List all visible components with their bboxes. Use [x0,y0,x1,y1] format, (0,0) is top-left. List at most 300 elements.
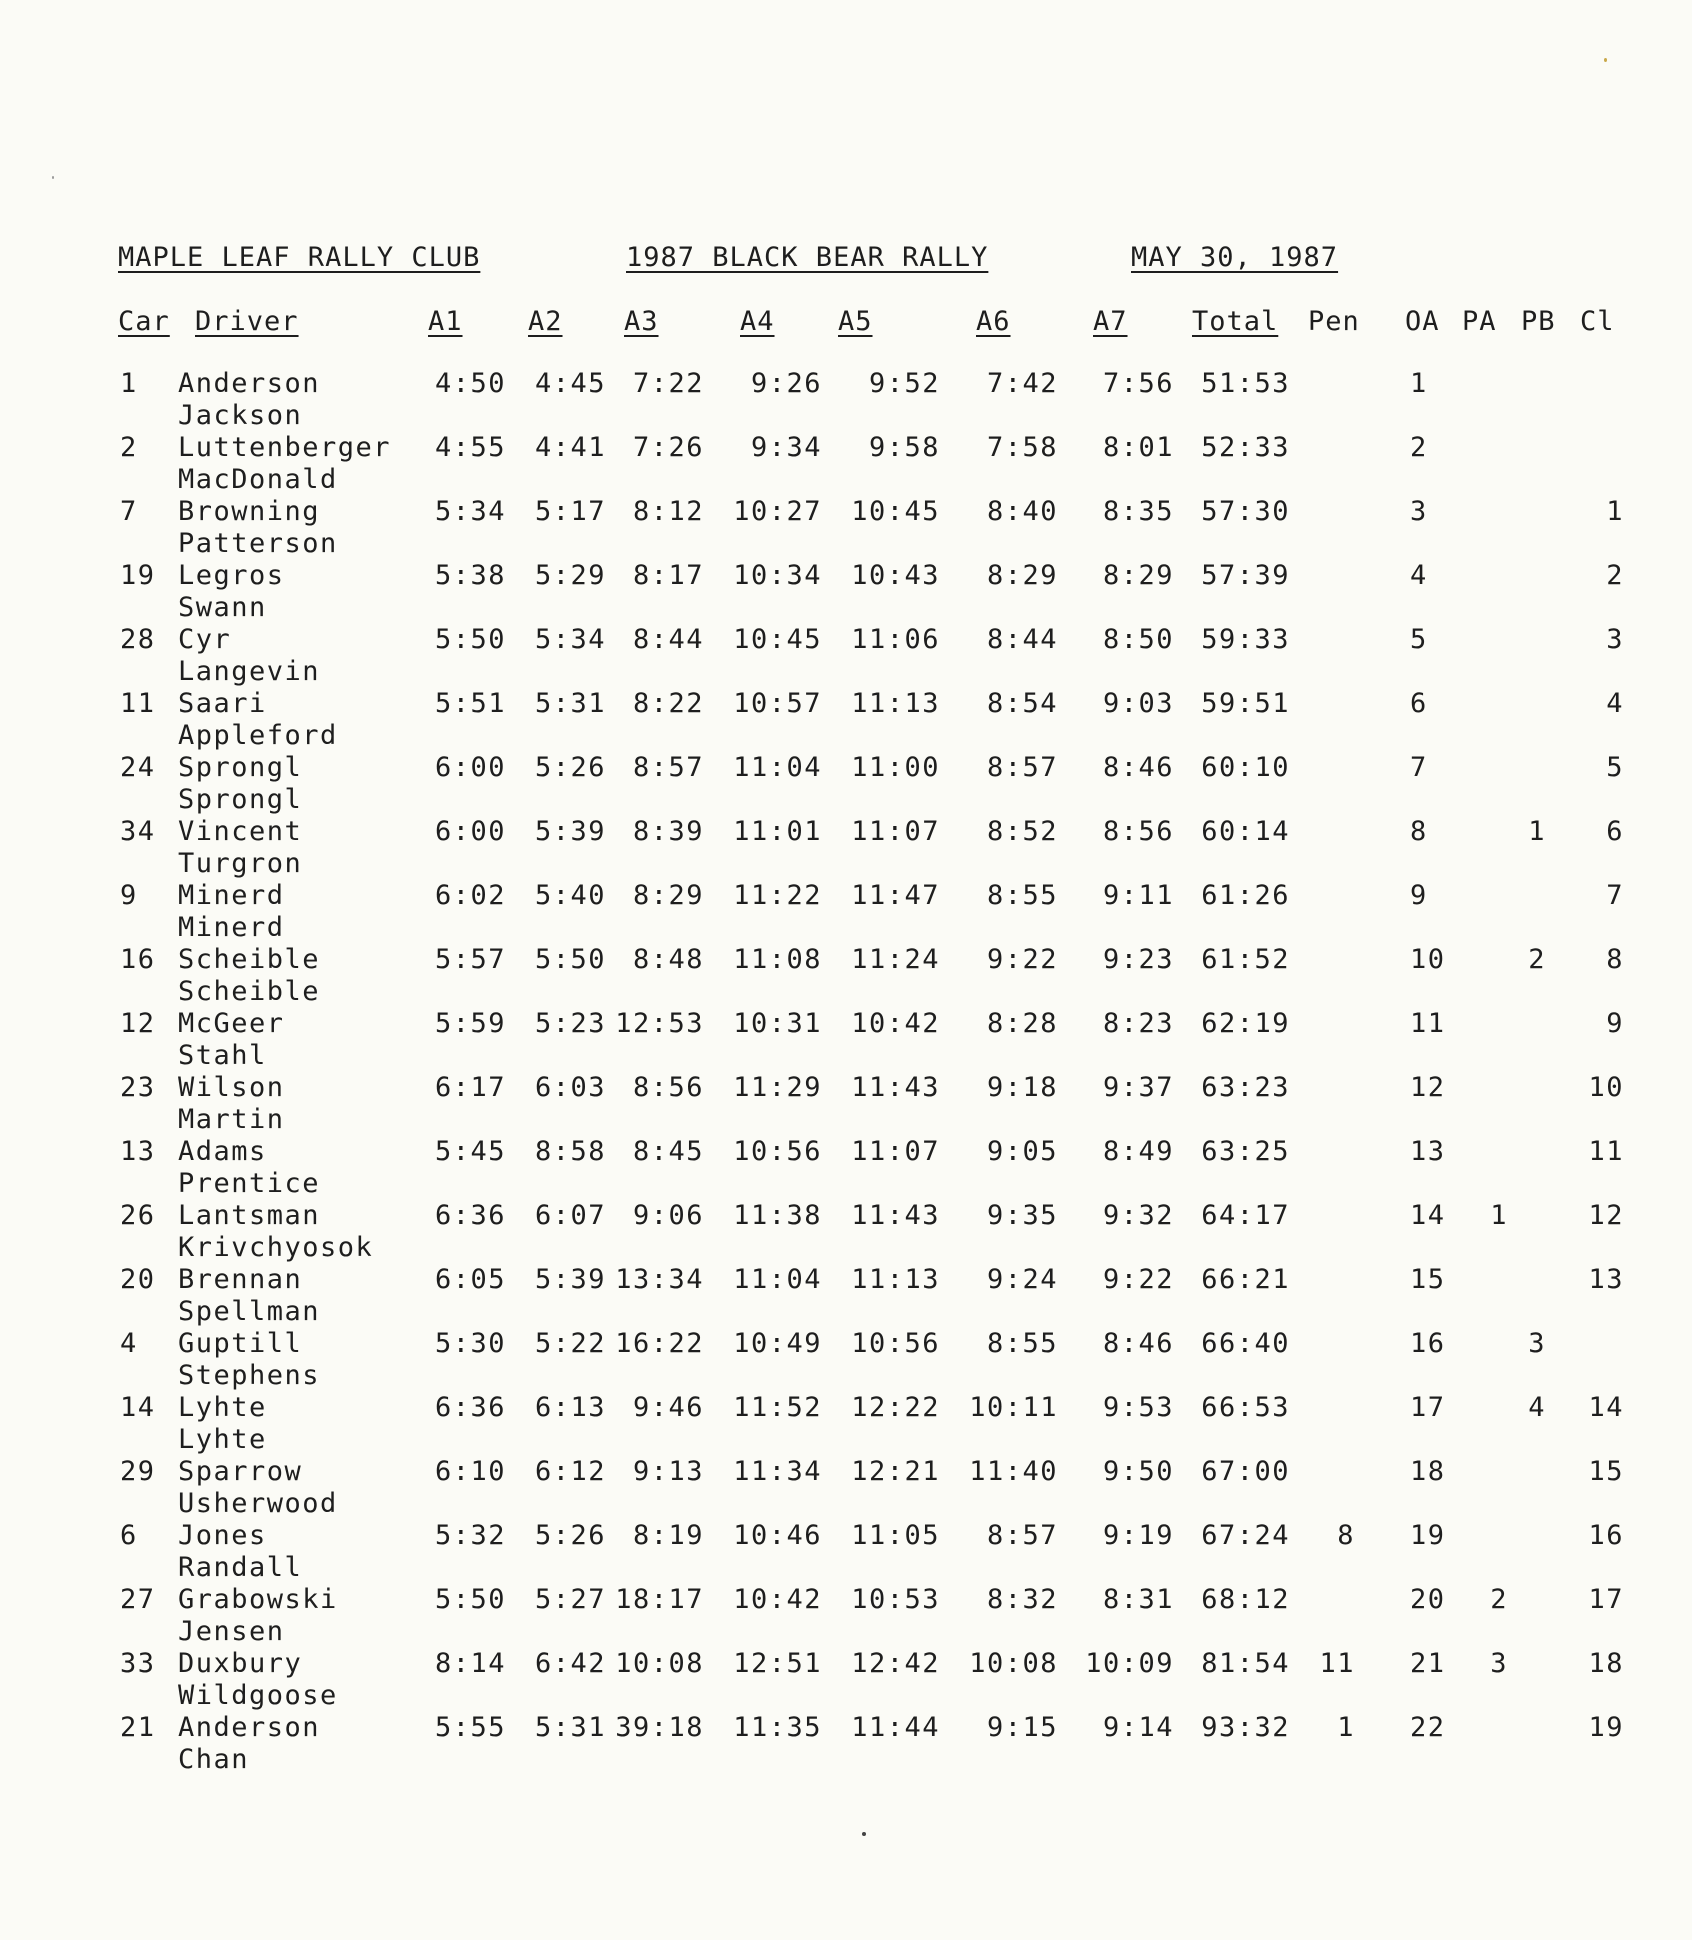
a1-time: 6:02 [434,880,506,911]
a6-time: 9:18 [986,1072,1058,1103]
codriver-name: Langevin [178,656,321,687]
col-a5: A5 [838,306,873,337]
a4-time: 9:26 [750,368,822,399]
paper-speck [1604,58,1607,62]
car-number: 24 [120,752,156,783]
pa-rank: 1 [1490,1200,1508,1231]
col-a3: A3 [624,306,659,337]
result-row [0,880,1692,944]
a4-time: 11:29 [733,1072,822,1103]
codriver-name: Martin [178,1104,285,1135]
a2-time: 5:17 [534,496,606,527]
overall-rank: 9 [1410,880,1428,911]
a6-time: 8:29 [986,560,1058,591]
class-rank: 8 [1606,944,1624,975]
a2-time: 5:34 [534,624,606,655]
class-rank: 12 [1588,1200,1624,1231]
a3-time: 9:46 [632,1392,704,1423]
car-number: 16 [120,944,156,975]
a6-time: 9:22 [986,944,1058,975]
a1-time: 5:55 [434,1712,506,1743]
a1-time: 4:50 [434,368,506,399]
class-rank: 15 [1588,1456,1624,1487]
a1-time: 5:30 [434,1328,506,1359]
car-number: 21 [120,1712,156,1743]
a7-time: 9:14 [1102,1712,1174,1743]
a3-time: 8:39 [632,816,704,847]
a5-time: 10:45 [851,496,940,527]
a3-time: 10:08 [615,1648,704,1679]
codriver-name: Krivchyosok [178,1232,374,1263]
a3-time: 18:17 [615,1584,704,1615]
a2-time: 6:12 [534,1456,606,1487]
codriver-name: Appleford [178,720,338,751]
a4-time: 11:35 [733,1712,822,1743]
overall-rank: 4 [1410,560,1428,591]
a5-time: 11:05 [851,1520,940,1551]
a2-time: 5:29 [534,560,606,591]
a7-time: 8:46 [1102,1328,1174,1359]
overall-rank: 8 [1410,816,1428,847]
driver-name: Anderson [178,368,321,399]
overall-rank: 2 [1410,432,1428,463]
a1-time: 5:32 [434,1520,506,1551]
total-time: 62:19 [1201,1008,1290,1039]
total-time: 61:26 [1201,880,1290,911]
a7-time: 9:22 [1102,1264,1174,1295]
col-a1: A1 [428,306,463,337]
a7-time: 10:09 [1085,1648,1174,1679]
a6-time: 8:28 [986,1008,1058,1039]
a7-time: 9:23 [1102,944,1174,975]
a5-time: 11:13 [851,688,940,719]
a3-time: 8:57 [632,752,704,783]
a1-time: 5:50 [434,624,506,655]
total-time: 66:21 [1201,1264,1290,1295]
total-time: 93:32 [1201,1712,1290,1743]
a7-time: 9:03 [1102,688,1174,719]
a5-time: 11:00 [851,752,940,783]
col-a4: A4 [740,306,775,337]
event-name: 1987 BLACK BEAR RALLY [626,242,989,273]
a2-time: 5:50 [534,944,606,975]
a7-time: 8:01 [1102,432,1174,463]
overall-rank: 14 [1410,1200,1446,1231]
a3-time: 8:12 [632,496,704,527]
pb-rank: 2 [1528,944,1546,975]
a7-time: 8:29 [1102,560,1174,591]
class-rank: 6 [1606,816,1624,847]
a5-time: 12:42 [851,1648,940,1679]
codriver-name: Sprongl [178,784,303,815]
a7-time: 8:56 [1102,816,1174,847]
result-row [0,624,1692,688]
a7-time: 9:53 [1102,1392,1174,1423]
a2-time: 4:45 [534,368,606,399]
overall-rank: 15 [1410,1264,1446,1295]
a6-time: 8:52 [986,816,1058,847]
overall-rank: 21 [1410,1648,1446,1679]
a1-time: 6:00 [434,752,506,783]
a4-time: 11:01 [733,816,822,847]
a1-time: 5:57 [434,944,506,975]
driver-name: Legros [178,560,285,591]
a2-time: 6:13 [534,1392,606,1423]
col-driver: Driver [195,306,299,337]
class-rank: 13 [1588,1264,1624,1295]
driver-name: Sparrow [178,1456,303,1487]
class-rank: 9 [1606,1008,1624,1039]
a2-time: 6:03 [534,1072,606,1103]
result-row [0,560,1692,624]
pa-rank: 2 [1490,1584,1508,1615]
paper-speck [862,1832,866,1836]
a1-time: 5:51 [434,688,506,719]
driver-name: Saari [178,688,267,719]
a2-time: 6:42 [534,1648,606,1679]
driver-name: Vincent [178,816,303,847]
car-number: 6 [120,1520,138,1551]
a7-time: 8:31 [1102,1584,1174,1615]
a3-time: 9:13 [632,1456,704,1487]
result-row [0,816,1692,880]
total-time: 60:10 [1201,752,1290,783]
a2-time: 5:31 [534,1712,606,1743]
pb-rank: 1 [1528,816,1546,847]
a5-time: 10:53 [851,1584,940,1615]
total-time: 63:25 [1201,1136,1290,1167]
a6-time: 8:55 [986,880,1058,911]
a5-time: 11:47 [851,880,940,911]
car-number: 26 [120,1200,156,1231]
total-time: 61:52 [1201,944,1290,975]
result-row [0,1072,1692,1136]
result-row [0,432,1692,496]
a2-time: 5:40 [534,880,606,911]
overall-rank: 11 [1410,1008,1446,1039]
class-rank: 19 [1588,1712,1624,1743]
a1-time: 8:14 [434,1648,506,1679]
car-number: 1 [120,368,138,399]
a1-time: 6:10 [434,1456,506,1487]
a4-time: 11:04 [733,1264,822,1295]
total-time: 59:51 [1201,688,1290,719]
codriver-name: Jackson [178,400,303,431]
club-name: MAPLE LEAF RALLY CLUB [118,242,481,273]
result-row [0,1392,1692,1456]
overall-rank: 5 [1410,624,1428,655]
col-a2: A2 [528,306,563,337]
a1-time: 5:45 [434,1136,506,1167]
driver-name: Grabowski [178,1584,338,1615]
a6-time: 8:40 [986,496,1058,527]
a7-time: 9:50 [1102,1456,1174,1487]
car-number: 19 [120,560,156,591]
total-time: 67:24 [1201,1520,1290,1551]
a5-time: 12:22 [851,1392,940,1423]
overall-rank: 20 [1410,1584,1446,1615]
car-number: 27 [120,1584,156,1615]
class-rank: 14 [1588,1392,1624,1423]
car-number: 28 [120,624,156,655]
overall-rank: 22 [1410,1712,1446,1743]
a3-time: 39:18 [615,1712,704,1743]
a1-time: 5:59 [434,1008,506,1039]
class-rank: 3 [1606,624,1624,655]
col-a7: A7 [1093,306,1128,337]
a7-time: 8:35 [1102,496,1174,527]
class-rank: 2 [1606,560,1624,591]
class-rank: 1 [1606,496,1624,527]
col-pa: PA [1462,306,1497,337]
total-time: 64:17 [1201,1200,1290,1231]
a3-time: 8:22 [632,688,704,719]
car-number: 23 [120,1072,156,1103]
class-rank: 10 [1588,1072,1624,1103]
a6-time: 8:44 [986,624,1058,655]
driver-name: Lyhte [178,1392,267,1423]
col-pen: Pen [1308,306,1360,337]
total-time: 52:33 [1201,432,1290,463]
a6-time: 8:54 [986,688,1058,719]
col-a6: A6 [976,306,1011,337]
codriver-name: Wildgoose [178,1680,338,1711]
total-time: 59:33 [1201,624,1290,655]
a5-time: 11:07 [851,1136,940,1167]
a2-time: 6:07 [534,1200,606,1231]
class-rank: 7 [1606,880,1624,911]
a1-time: 6:17 [434,1072,506,1103]
car-number: 20 [120,1264,156,1295]
event-date: MAY 30, 1987 [1131,242,1339,273]
codriver-name: Patterson [178,528,338,559]
driver-name: McGeer [178,1008,285,1039]
driver-name: Minerd [178,880,285,911]
result-row [0,1648,1692,1712]
a6-time: 7:58 [986,432,1058,463]
a7-time: 9:11 [1102,880,1174,911]
codriver-name: Spellman [178,1296,321,1327]
result-row [0,688,1692,752]
result-row [0,1136,1692,1200]
result-row [0,944,1692,1008]
result-row [0,496,1692,560]
a6-time: 11:40 [969,1456,1058,1487]
a4-time: 10:31 [733,1008,822,1039]
result-row [0,1584,1692,1648]
overall-rank: 3 [1410,496,1428,527]
total-time: 68:12 [1201,1584,1290,1615]
a4-time: 10:42 [733,1584,822,1615]
a4-time: 11:04 [733,752,822,783]
a4-time: 11:52 [733,1392,822,1423]
a2-time: 5:31 [534,688,606,719]
a5-time: 12:21 [851,1456,940,1487]
result-row [0,1200,1692,1264]
class-rank: 18 [1588,1648,1624,1679]
a6-time: 10:08 [969,1648,1058,1679]
class-rank: 16 [1588,1520,1624,1551]
a4-time: 11:38 [733,1200,822,1231]
class-rank: 5 [1606,752,1624,783]
a4-time: 10:57 [733,688,822,719]
driver-name: Sprongl [178,752,303,783]
codriver-name: Turgron [178,848,303,879]
a3-time: 8:48 [632,944,704,975]
a1-time: 6:05 [434,1264,506,1295]
a3-time: 8:56 [632,1072,704,1103]
result-row [0,1264,1692,1328]
a4-time: 10:56 [733,1136,822,1167]
codriver-name: Stephens [178,1360,321,1391]
a6-time: 7:42 [986,368,1058,399]
codriver-name: Minerd [178,912,285,943]
col-cl: Cl [1580,306,1615,337]
a5-time: 10:43 [851,560,940,591]
total-time: 63:23 [1201,1072,1290,1103]
a1-time: 5:50 [434,1584,506,1615]
a7-time: 8:50 [1102,624,1174,655]
total-time: 67:00 [1201,1456,1290,1487]
a4-time: 10:45 [733,624,822,655]
result-row [0,1008,1692,1072]
codriver-name: Swann [178,592,267,623]
a1-time: 4:55 [434,432,506,463]
result-row [0,1712,1692,1776]
a1-time: 6:36 [434,1392,506,1423]
a7-time: 8:46 [1102,752,1174,783]
codriver-name: Randall [178,1552,303,1583]
overall-rank: 16 [1410,1328,1446,1359]
driver-name: Adams [178,1136,267,1167]
a2-time: 5:27 [534,1584,606,1615]
total-time: 81:54 [1201,1648,1290,1679]
overall-rank: 19 [1410,1520,1446,1551]
overall-rank: 10 [1410,944,1446,975]
overall-rank: 17 [1410,1392,1446,1423]
pa-rank: 3 [1490,1648,1508,1679]
car-number: 11 [120,688,156,719]
a5-time: 11:06 [851,624,940,655]
a4-time: 11:34 [733,1456,822,1487]
a7-time: 9:37 [1102,1072,1174,1103]
a2-time: 5:39 [534,1264,606,1295]
a2-time: 8:58 [534,1136,606,1167]
total-time: 57:30 [1201,496,1290,527]
class-rank: 17 [1588,1584,1624,1615]
car-number: 34 [120,816,156,847]
a1-time: 6:00 [434,816,506,847]
car-number: 7 [120,496,138,527]
a3-time: 8:29 [632,880,704,911]
driver-name: Cyr [178,624,232,655]
a6-time: 9:24 [986,1264,1058,1295]
a3-time: 7:22 [632,368,704,399]
a4-time: 11:22 [733,880,822,911]
a5-time: 9:58 [868,432,940,463]
driver-name: Jones [178,1520,267,1551]
overall-rank: 7 [1410,752,1428,783]
result-row [0,1456,1692,1520]
a6-time: 9:05 [986,1136,1058,1167]
total-time: 66:53 [1201,1392,1290,1423]
a2-time: 5:26 [534,1520,606,1551]
a3-time: 7:26 [632,432,704,463]
penalty: 8 [1337,1520,1355,1551]
car-number: 12 [120,1008,156,1039]
driver-name: Brennan [178,1264,303,1295]
a5-time: 11:43 [851,1072,940,1103]
car-number: 9 [120,880,138,911]
overall-rank: 13 [1410,1136,1446,1167]
driver-name: Anderson [178,1712,321,1743]
a4-time: 10:34 [733,560,822,591]
col-pb: PB [1521,306,1556,337]
a6-time: 8:32 [986,1584,1058,1615]
a6-time: 8:55 [986,1328,1058,1359]
a5-time: 11:43 [851,1200,940,1231]
a5-time: 10:42 [851,1008,940,1039]
a3-time: 8:19 [632,1520,704,1551]
car-number: 2 [120,432,138,463]
a2-time: 5:26 [534,752,606,783]
car-number: 13 [120,1136,156,1167]
overall-rank: 6 [1410,688,1428,719]
a7-time: 8:49 [1102,1136,1174,1167]
driver-name: Wilson [178,1072,285,1103]
result-row [0,368,1692,432]
a3-time: 8:44 [632,624,704,655]
a6-time: 8:57 [986,752,1058,783]
driver-name: Guptill [178,1328,303,1359]
total-time: 66:40 [1201,1328,1290,1359]
total-time: 60:14 [1201,816,1290,847]
a1-time: 6:36 [434,1200,506,1231]
penalty: 11 [1319,1648,1355,1679]
a7-time: 9:32 [1102,1200,1174,1231]
a3-time: 8:45 [632,1136,704,1167]
pb-rank: 4 [1528,1392,1546,1423]
a3-time: 13:34 [615,1264,704,1295]
overall-rank: 12 [1410,1072,1446,1103]
paper-speck [52,176,54,179]
a4-time: 12:51 [733,1648,822,1679]
a5-time: 10:56 [851,1328,940,1359]
result-row [0,1520,1692,1584]
codriver-name: Stahl [178,1040,267,1071]
col-total: Total [1192,306,1279,337]
a7-time: 9:19 [1102,1520,1174,1551]
a6-time: 9:35 [986,1200,1058,1231]
a6-time: 9:15 [986,1712,1058,1743]
a3-time: 9:06 [632,1200,704,1231]
driver-name: Browning [178,496,321,527]
a4-time: 10:49 [733,1328,822,1359]
class-rank: 11 [1588,1136,1624,1167]
car-number: 29 [120,1456,156,1487]
a3-time: 16:22 [615,1328,704,1359]
car-number: 4 [120,1328,138,1359]
a6-time: 10:11 [969,1392,1058,1423]
a7-time: 8:23 [1102,1008,1174,1039]
result-row [0,1328,1692,1392]
col-car: Car [118,306,170,337]
codriver-name: Scheible [178,976,321,1007]
a5-time: 11:24 [851,944,940,975]
codriver-name: MacDonald [178,464,338,495]
a2-time: 4:41 [534,432,606,463]
a4-time: 10:27 [733,496,822,527]
